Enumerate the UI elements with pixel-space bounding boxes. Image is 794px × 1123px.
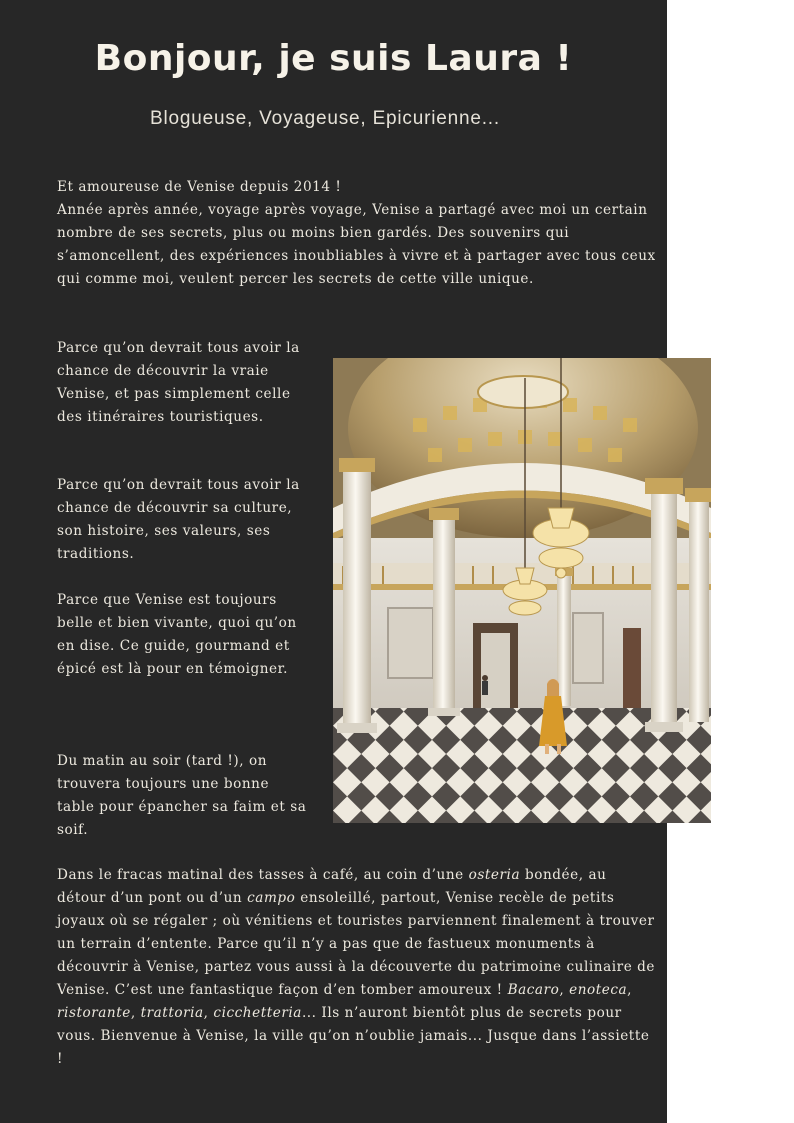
closing-sep-4: , [203, 1005, 214, 1021]
closing-italic-enoteca: enoteca [569, 982, 628, 998]
closing-text-4: ... Ils n’auront bientôt plus de secrets pour vous. Bienvenue à Venise, la ville qu’on n’oublie jamais... Jusque dans l’assiette ! [57, 1005, 650, 1067]
closing-italic-cicchetteria: cicchetteria [213, 1005, 302, 1021]
intro-paragraph [57, 176, 657, 291]
closing-italic-bacaro: Bacaro [507, 982, 560, 998]
page-title: Bonjour, je suis Laura ! [94, 38, 573, 79]
intro-line-2: Année après année, voyage après voyage, Venise a partagé avec moi un certain nombre de ses secrets, plus ou moins bien gardés. Des souvenirs qui s’amoncellent, des expériences inoubliables à vivre et à partager avec tous ceux qui comme moi, veulent percer les secrets de cette ville unique. [57, 202, 656, 287]
reason-paragraph-4: Du matin au soir (tard !), on trouvera toujours une bonne table pour épancher sa faim et sa soif. [57, 753, 307, 838]
page-subtitle: Blogueuse, Voyageuse, Epicurienne... [150, 108, 500, 129]
closing-paragraph [57, 864, 657, 1071]
ballroom-illustration [333, 358, 711, 823]
closing-text-1: Dans le fracas matinal des tasses à café, au coin d’une [57, 867, 469, 883]
closing-sep-3: , [130, 1005, 141, 1021]
reason-paragraph-3: Parce que Venise est toujours belle et bien vivante, quoi qu’on en dise. Ce guide, gourmand et épicé est là pour en témoigner. [57, 592, 297, 677]
reason-paragraph-2: Parce qu’on devrait tous avoir la chance de découvrir sa culture, son histoire, ses valeurs, ses traditions. [57, 477, 300, 562]
closing-sep-2: , [627, 982, 633, 998]
closing-italic-trattoria: trattoria [140, 1005, 204, 1021]
closing-text-3: ensoleillé, partout, Venise recèle de petits joyaux où se régaler ; où vénitiens et touristes parviennent finalement à trouver un terrain d’entente. Parce qu’il n’y a pas que de fastueux monuments à découvrir à Venise, partez vous aussi à la découverte du patrimoine culinaire de Venise. C’est une fantastique façon d’en tomber amoureux ! [57, 890, 656, 998]
closing-italic-ristorante: ristorante [57, 1005, 131, 1021]
intro-line-1: Et amoureuse de Venise depuis 2014 ! [57, 179, 342, 195]
ballroom-photo [333, 358, 711, 823]
closing-text-2: bondée, au détour d’un pont ou d’un [57, 867, 607, 906]
closing-sep-1: , [559, 982, 570, 998]
reason-paragraph-1: Parce qu’on devrait tous avoir la chance de découvrir la vraie Venise, et pas simplement celle des itinéraires touristiques. [57, 340, 300, 425]
closing-italic-osteria: osteria [468, 867, 521, 883]
closing-italic-campo: campo [247, 890, 296, 906]
